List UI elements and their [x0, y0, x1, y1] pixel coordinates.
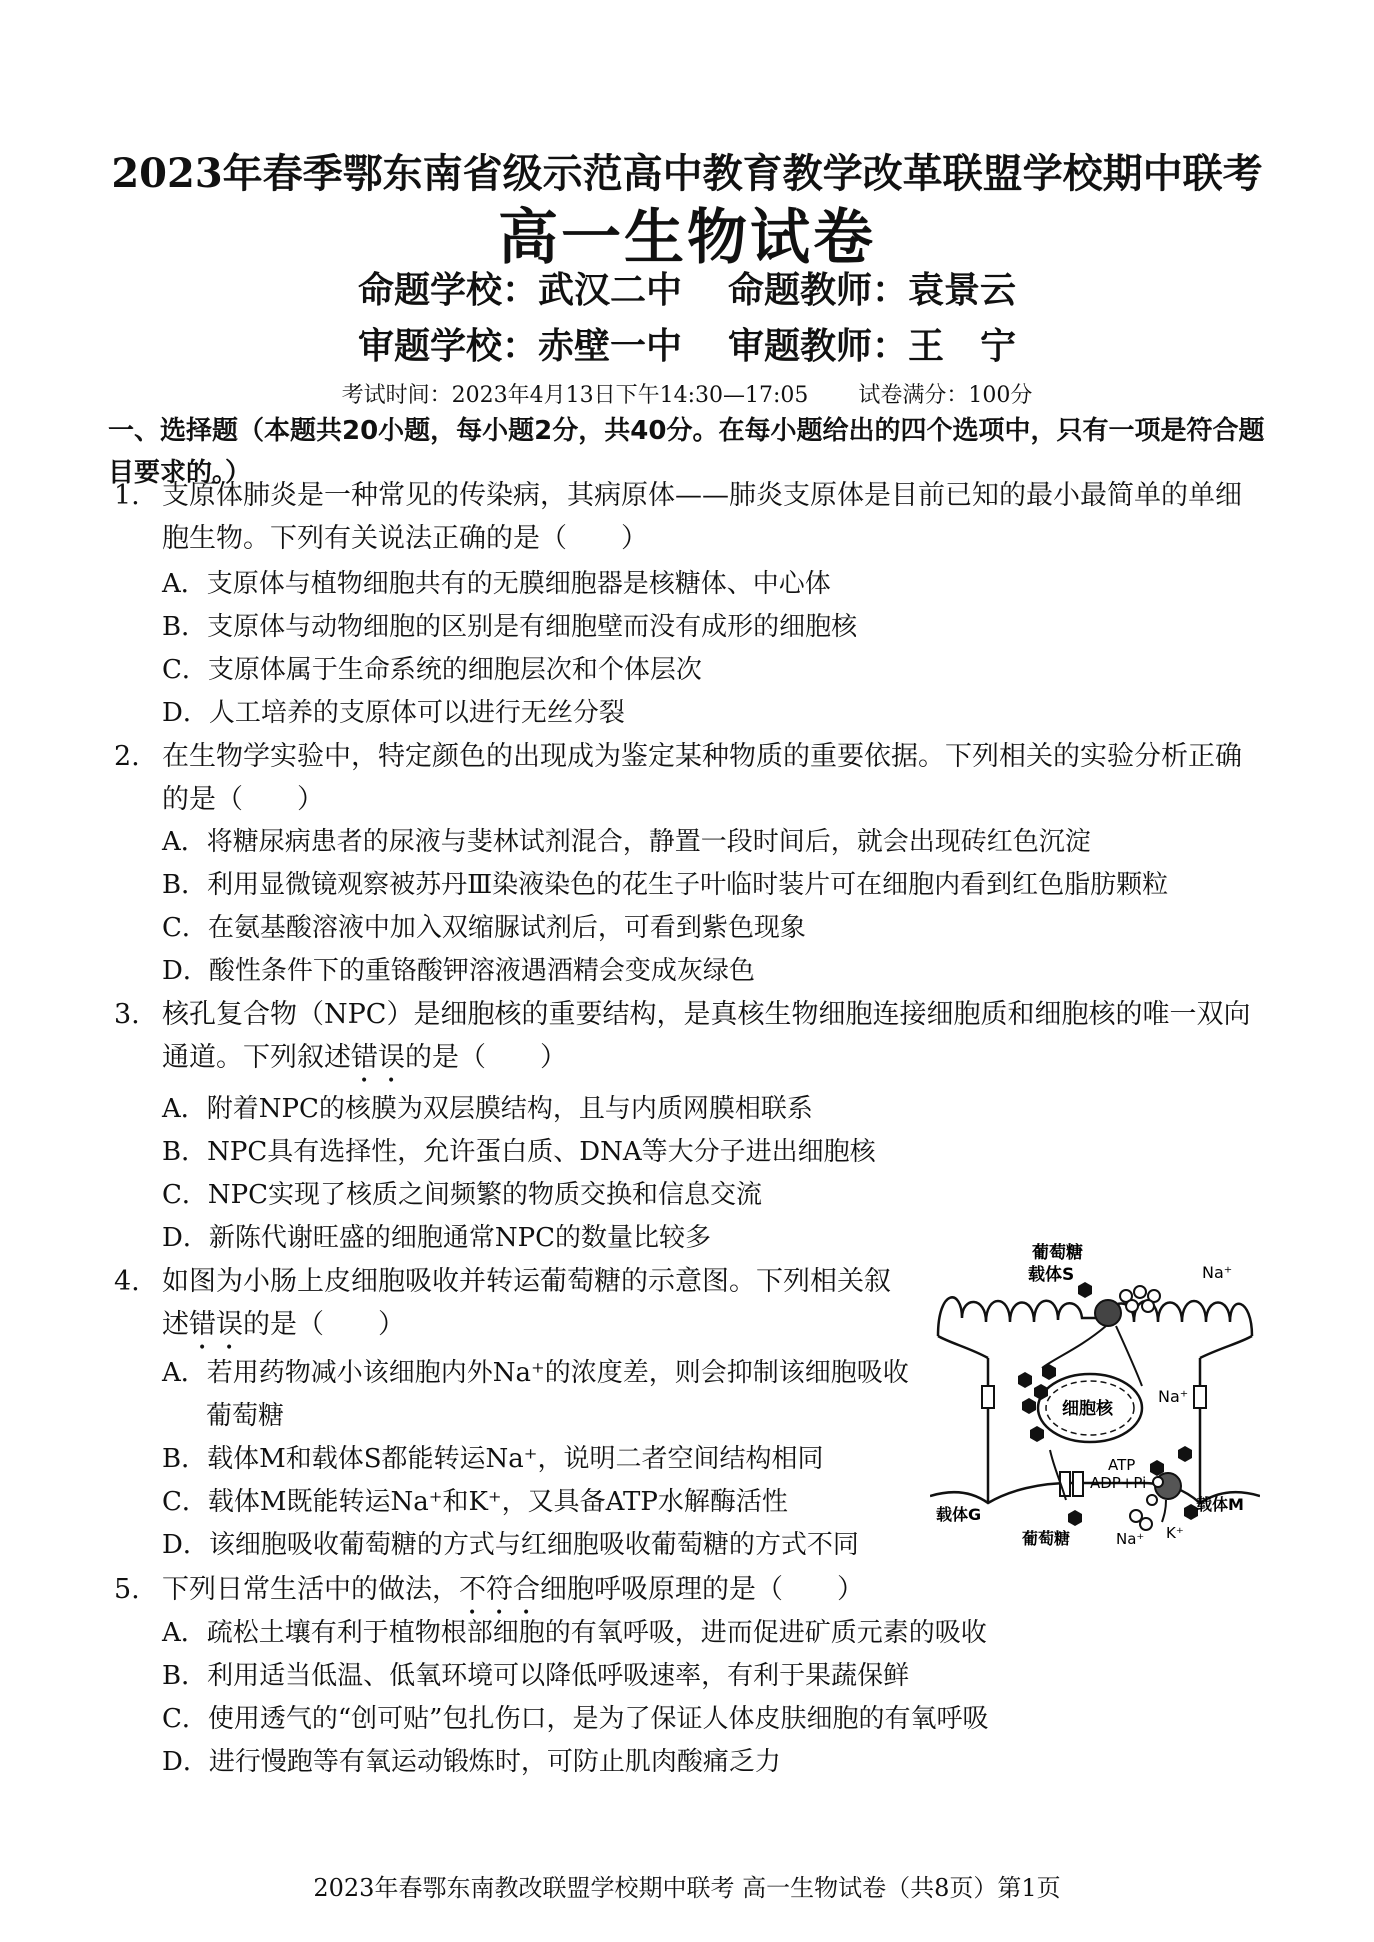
exam-info-line [0, 378, 1374, 409]
option-4a: A．若用药物减小该细胞内外Na⁺的浓度差，则会抑制该细胞吸收 [162, 1358, 909, 1388]
question-number: 4. [114, 1266, 140, 1297]
exam-main-title: 2023年春季鄂东南省级示范高中教育教学改革联盟学校期中联考 [111, 150, 1263, 197]
exam-time: 考试时间：2023年4月13日下午14:30—17:05 [341, 383, 809, 408]
question-number: 5. [114, 1574, 140, 1605]
question-number: 3. [114, 999, 140, 1030]
option-4a-cont: 葡萄糖 [206, 1401, 285, 1431]
option-1b: B．支原体与动物细胞的区别是有细胞壁而没有成形的细胞核 [162, 612, 858, 642]
emphasis-text: 不符合 [459, 1574, 540, 1605]
label-atp: ATP [1108, 1456, 1136, 1474]
option-2b: B．利用显微镜观察被苏丹Ⅲ染液染色的花生子叶临时装片可在细胞内看到红色脂肪颗粒 [162, 870, 1169, 900]
label-adp: ADP+Pi [1090, 1474, 1147, 1492]
section-title: 一、选择题（本题共20小题，每小题2分，共40分。在每小题给出的四个选项中，只有一项是符合题目要求的。） [108, 416, 1265, 488]
option-3b: B．NPC具有选择性，允许蛋白质、DNA等大分子进出细胞核 [162, 1137, 876, 1167]
intestinal-cell-diagram [930, 1218, 1260, 1548]
option-2a: A．将糖尿病患者的尿液与斐林试剂混合，静置一段时间后，就会出现砖红色沉淀 [162, 827, 1091, 857]
option-3c: C．NPC实现了核质之间频繁的物质交换和信息交流 [162, 1180, 763, 1210]
question-stem: 核孔复合物（NPC）是细胞核的重要结构，是真核生物细胞连接细胞质和细胞核的唯一双向通道。下列叙述错误的是（ ） [162, 999, 1251, 1073]
label-carrier-s: 载体S [1028, 1265, 1075, 1285]
question-stem: 如图为小肠上皮细胞吸收并转运葡萄糖的示意图。下列相关叙述错误的是（ ） [162, 1266, 891, 1340]
option-1c: C．支原体属于生命系统的细胞层次和个体层次 [162, 655, 702, 685]
label-na-top: Na⁺ [1202, 1263, 1233, 1282]
junction-right [1194, 1386, 1206, 1408]
question-stem: 支原体肺炎是一种常见的传染病，其病原体——肺炎支原体是目前已知的最小最简单的单细胞生物。下列有关说法正确的是（ ） [162, 480, 1242, 554]
question-2 [114, 735, 1262, 821]
setter-teacher: 命题教师：袁景云 [728, 270, 1017, 311]
carrier-s-shape [1095, 1300, 1121, 1326]
question-1 [114, 474, 1262, 560]
option-5d: D．进行慢跑等有氧运动锻炼时，可防止肌肉酸痛乏力 [162, 1747, 781, 1777]
full-score: 试卷满分：100分 [858, 383, 1033, 408]
question-number: 1. [114, 480, 140, 511]
emphasis-text: 错误 [351, 1042, 405, 1073]
page-footer: 2023年春鄂东南教改联盟学校期中联考 高一生物试卷（共8页）第1页 [313, 1874, 1061, 1902]
reviewer-teacher: 审题教师：王 宁 [728, 326, 1017, 367]
junction-left [982, 1386, 994, 1408]
reviewer-school: 审题学校：赤壁一中 [357, 326, 682, 367]
question-number: 2. [114, 741, 140, 772]
option-3a: A．附着NPC的核膜为双层膜结构，且与内质网膜相联系 [162, 1094, 813, 1124]
option-4c: C．载体M既能转运Na⁺和K⁺，又具备ATP水解酶活性 [162, 1487, 788, 1517]
option-5b: B．利用适当低温、低氧环境可以降低呼吸速率，有利于果蔬保鲜 [162, 1661, 910, 1691]
option-1d: D．人工培养的支原体可以进行无丝分裂 [162, 698, 625, 728]
option-1a: A．支原体与植物细胞共有的无膜细胞器是核糖体、中心体 [162, 569, 831, 599]
option-5a: A．疏松土壤有利于植物根部细胞的有氧呼吸，进而促进矿质元素的吸收 [162, 1618, 987, 1648]
option-4d: D．该细胞吸收葡萄糖的方式与红细胞吸收葡萄糖的方式不同 [162, 1530, 859, 1560]
question-stem: 在生物学实验中，特定颜色的出现成为鉴定某种物质的重要依据。下列相关的实验分析正确的是（ ） [162, 741, 1242, 815]
option-5c: C．使用透气的“创可贴”包扎伤口，是为了保证人体皮肤细胞的有氧呼吸 [162, 1704, 989, 1734]
question-3 [114, 993, 1262, 1089]
setter-school: 命题学校：武汉二中 [357, 270, 682, 311]
label-glucose-top: 葡萄糖 [1032, 1243, 1083, 1263]
emphasis-text: 错误 [189, 1309, 243, 1340]
exam-subject-title: 高一生物试卷 [498, 203, 876, 273]
reviewer-line [0, 318, 1374, 369]
label-k-bottom: K⁺ [1166, 1524, 1184, 1542]
label-nucleus: 细胞核 [1062, 1399, 1113, 1419]
option-2d: D．酸性条件下的重铬酸钾溶液遇酒精会变成灰绿色 [162, 956, 755, 986]
question-4 [114, 1260, 907, 1356]
label-glucose-bottom: 葡萄糖 [1022, 1529, 1071, 1548]
label-carrier-g: 载体G [936, 1505, 982, 1524]
question-stem: 下列日常生活中的做法，不符合细胞呼吸原理的是（ ） [162, 1574, 864, 1605]
option-3d: D．新陈代谢旺盛的细胞通常NPC的数量比较多 [162, 1223, 711, 1253]
option-4b: B．载体M和载体S都能转运Na⁺，说明二者空间结构相同 [162, 1444, 824, 1474]
label-na-mid: Na⁺ [1158, 1387, 1189, 1406]
label-carrier-m: 载体M [1196, 1495, 1244, 1514]
setter-line [0, 262, 1374, 313]
option-2c: C．在氨基酸溶液中加入双缩脲试剂后，可看到紫色现象 [162, 913, 806, 943]
label-na-bottom: Na⁺ [1116, 1530, 1145, 1548]
